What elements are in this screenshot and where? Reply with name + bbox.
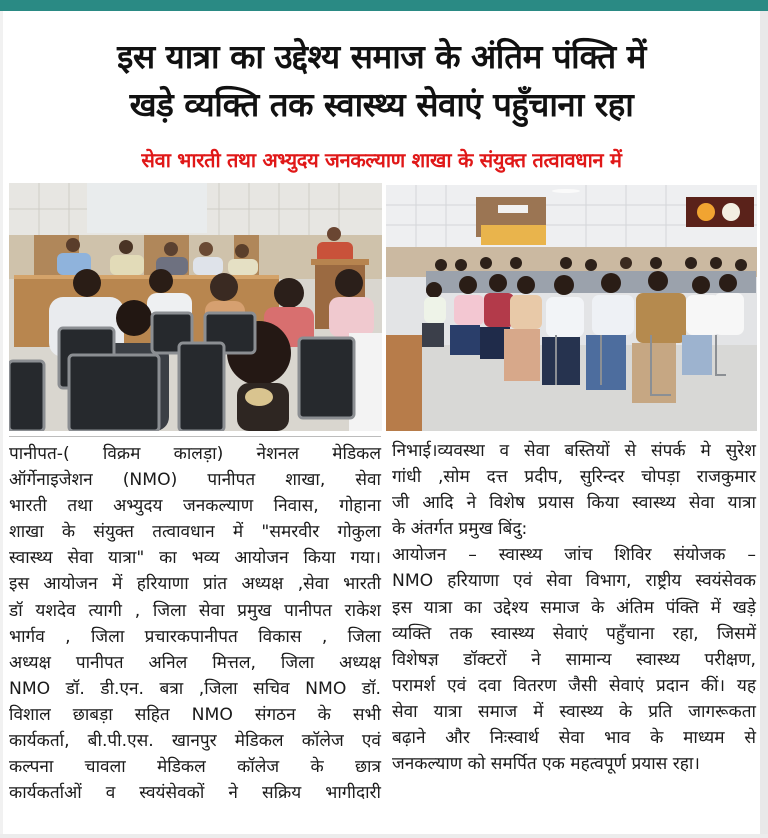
article-line: NMO डॉ. डी.एन. बत्रा ,जिला सचिव NMO डॉ. [9,678,381,699]
article-line: भारती तथा अभ्युदय जनकल्याण निवास, गोहाना [9,496,381,517]
article-line: कार्यकर्ताओं व स्वयंसेवकों ने सक्रिय भागीदारी [9,783,381,804]
article-line: परामर्श एवं दवा वितरण जैसी सेवाएं प्रदान कीं। यह [392,675,756,696]
article-column-right [392,438,756,777]
article-line: कल्पना चावला मेडिकल कॉलेज के छात्र [9,757,381,778]
article-line: स्वास्थ्य सेवा यात्रा" का भव्य आयोजन किया गया। [9,548,381,569]
article-line: गांधी ,सोम दत्त प्रदीप, सुरिन्दर चोपड़ा राजकुमार [392,467,756,488]
article-line: अध्यक्ष पानीपत अनिल मित्तल, जिला अध्यक्ष [9,652,381,673]
event-photo-audience [386,185,757,431]
top-accent-bar [0,0,768,11]
section-divider [9,436,381,437]
article-line: इस यात्रा का उद्देश्य समाज के अंतिम पंक्ति में खड़े [392,597,756,618]
article-line: निभाई।व्यवस्था व सेवा बस्तियों से संपर्क मे सुरेश [392,441,756,461]
article-line: व्यक्ति तक स्वास्थ्य सेवाएं पहुँचाना रहा, जिसमें [392,623,756,644]
article-line: जनकल्याण को समर्पित एक महत्वपूर्ण प्रयास रहा। [392,754,700,775]
photo-panel-image [9,183,382,431]
article-line: विशेषज्ञ डॉक्टरों ने सामान्य स्वास्थ्य परीक्षण, [392,649,756,670]
article-line: बढ़ाने और निःस्वार्थ सेवा भाव के माध्यम से [392,728,756,749]
photo-audience-image [386,185,757,431]
news-clipping [3,11,760,834]
article-line: जी आदि ने विशेष प्रयास किया स्वास्थ्य सेवा यात्रा [392,493,756,514]
article-line: ऑर्गेनाइजेशन (NMO) पानीपत शाखा, सेवा [9,470,381,491]
article-line: इस आयोजन में हरियाणा प्रांत अध्यक्ष ,सेवा भारती [9,574,381,595]
article-line: NMO हरियाणा एवं सेवा विभाग, राष्ट्रीय स्वयंसेवक [392,571,756,592]
headline-line-1: इस यात्रा का उद्देश्य समाज के अंतिम पंक्ति में [117,37,646,76]
subheadline: सेवा भारती तथा अभ्युदय जनकल्याण शाखा के संयुक्त तत्वावधान में [141,148,622,172]
article-line: के अंतर्गत प्रमुख बिंदु: [392,519,528,540]
article-line: सेवा यात्रा समाज में स्वास्थ्य के प्रति जागरूकता [392,701,756,722]
headline [3,33,760,129]
article-column-left [9,441,381,806]
article-line: कार्यकर्ता, बी.पी.एस. खानपुर मेडिकल कॉलेज एवं [9,731,381,752]
event-photo-panel [9,183,382,431]
right-edge [760,11,768,838]
bottom-edge [0,834,768,838]
article-line: भार्गव , जिला प्रचारकपानीपत विकास , जिला [9,626,381,647]
article-line: शाखा के संयुक्त तत्वावधान में "समरवीर गोकुला [9,522,381,543]
headline-line-2: खड़े व्यक्ति तक स्वास्थ्य सेवाएं पहुँचाना रहा [129,85,634,124]
article-line: डॉ यशदेव त्यागी , जिला सेवा प्रमुख पानीपत राकेश [9,600,381,621]
article-line: आयोजन – स्वास्थ्य जांच शिविर संयोजक – [392,545,756,566]
article-line: पानीपत-( विक्रम कालड़ा) नेशनल मेडिकल [9,444,381,464]
article-line: विशाल छाबड़ा सहित NMO संगठन के सभी [9,704,381,725]
